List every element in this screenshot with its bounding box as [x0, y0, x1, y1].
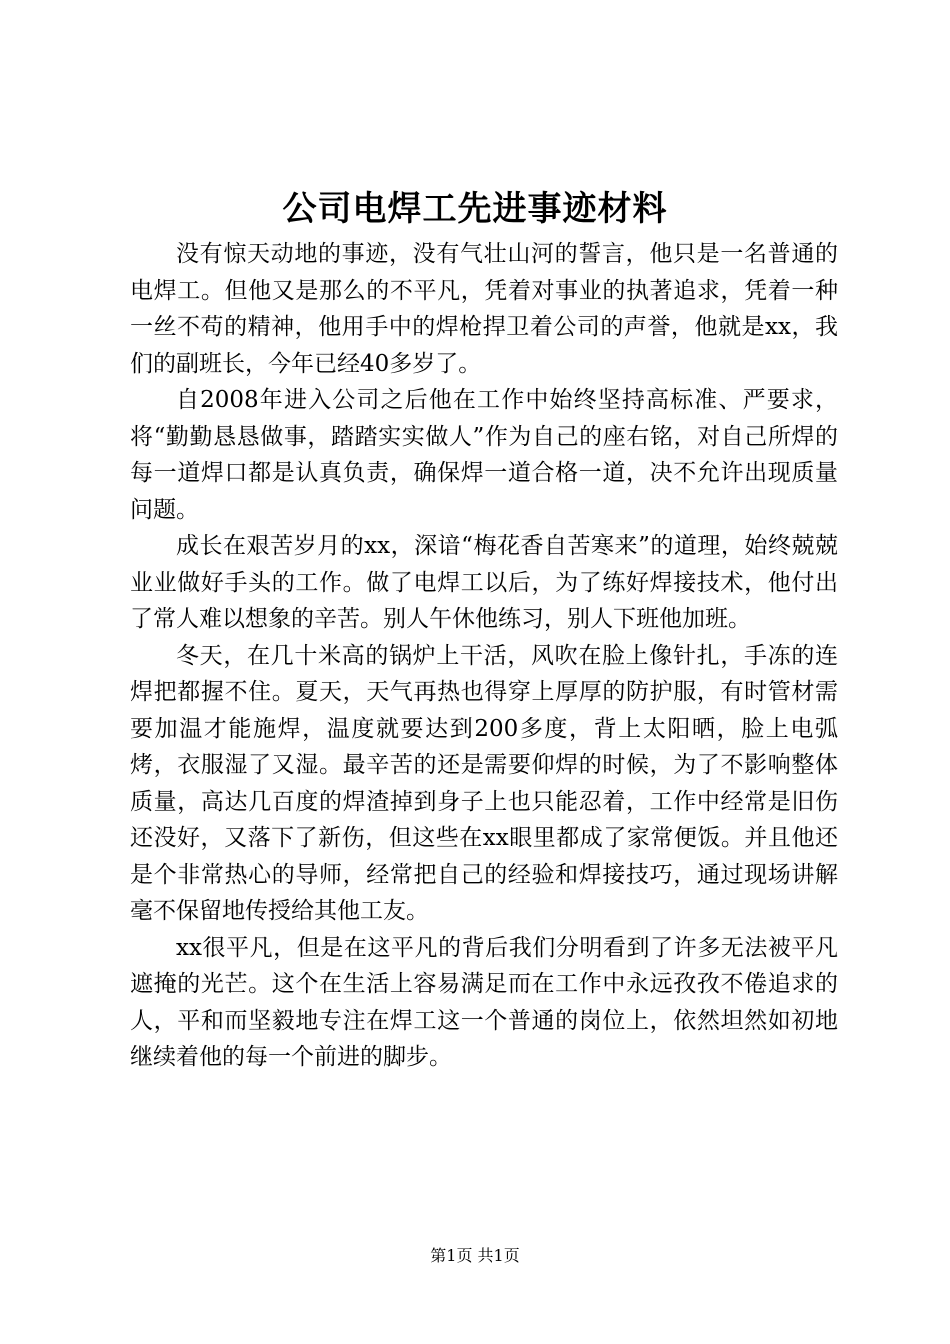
paragraph-5: xx很平凡，但是在这平凡的背后我们分明看到了许多无法被平凡遮掩的光芒。这个在生活上容易满足而在工作中永远孜孜不倦追求的人，平和而坚毅地专注在焊工这一个普通的岗位上，依然坦然如初地继续着他的每一个前进的脚步。	[130, 934, 838, 1070]
document-body	[130, 236, 838, 1076]
paragraph-3: 成长在艰苦岁月的xx，深谙“梅花香自苦寒来”的道理，始终兢兢业业做好手头的工作。做了电焊工以后，为了练好焊接技术，他付出了常人难以想象的辛苦。别人午休他练习，别人下班他加班。	[130, 533, 838, 632]
page-footer: 第1页 共1页	[430, 1246, 520, 1265]
paragraph-4: 冬天，在几十米高的锅炉上干活，风吹在脸上像针扎，手冻的连焊把都握不住。夏天，天气再热也得穿上厚厚的防护服，有时管材需要加温才能施焊，温度就要达到200多度，背上太阳晒，脸上电弧烤，衣服湿了又湿。最辛苦的还是需要仰焊的时候，为了不影响整体质量，高达几百度的焊渣掉到身子上也只能忍着，工作中经常是旧伤还没好，又落下了新伤，但这些在xx眼里都成了家常便饭。并且他还是个非常热心的导师，经常把自己的经验和焊接技巧，通过现场讲解毫不保留地传授给其他工友。	[130, 642, 838, 924]
paragraph-2: 自2008年进入公司之后他在工作中始终坚持高标准、严要求，将“勤勤恳恳做事，踏踏实实做人”作为自己的座右铭，对自己所焊的每一道焊口都是认真负责，确保焊一道合格一道，决不允许出现质量问题。	[130, 387, 838, 523]
document-title: 公司电焊工先进事迹材料	[282, 189, 668, 229]
paragraph-1: 没有惊天动地的事迹，没有气壮山河的誓言，他只是一名普通的电焊工。但他又是那么的不平凡，凭着对事业的执著追求，凭着一种一丝不苟的精神，他用手中的焊枪捍卫着公司的声誉，他就是xx，我们的副班长，今年已经40多岁了。	[130, 241, 838, 377]
